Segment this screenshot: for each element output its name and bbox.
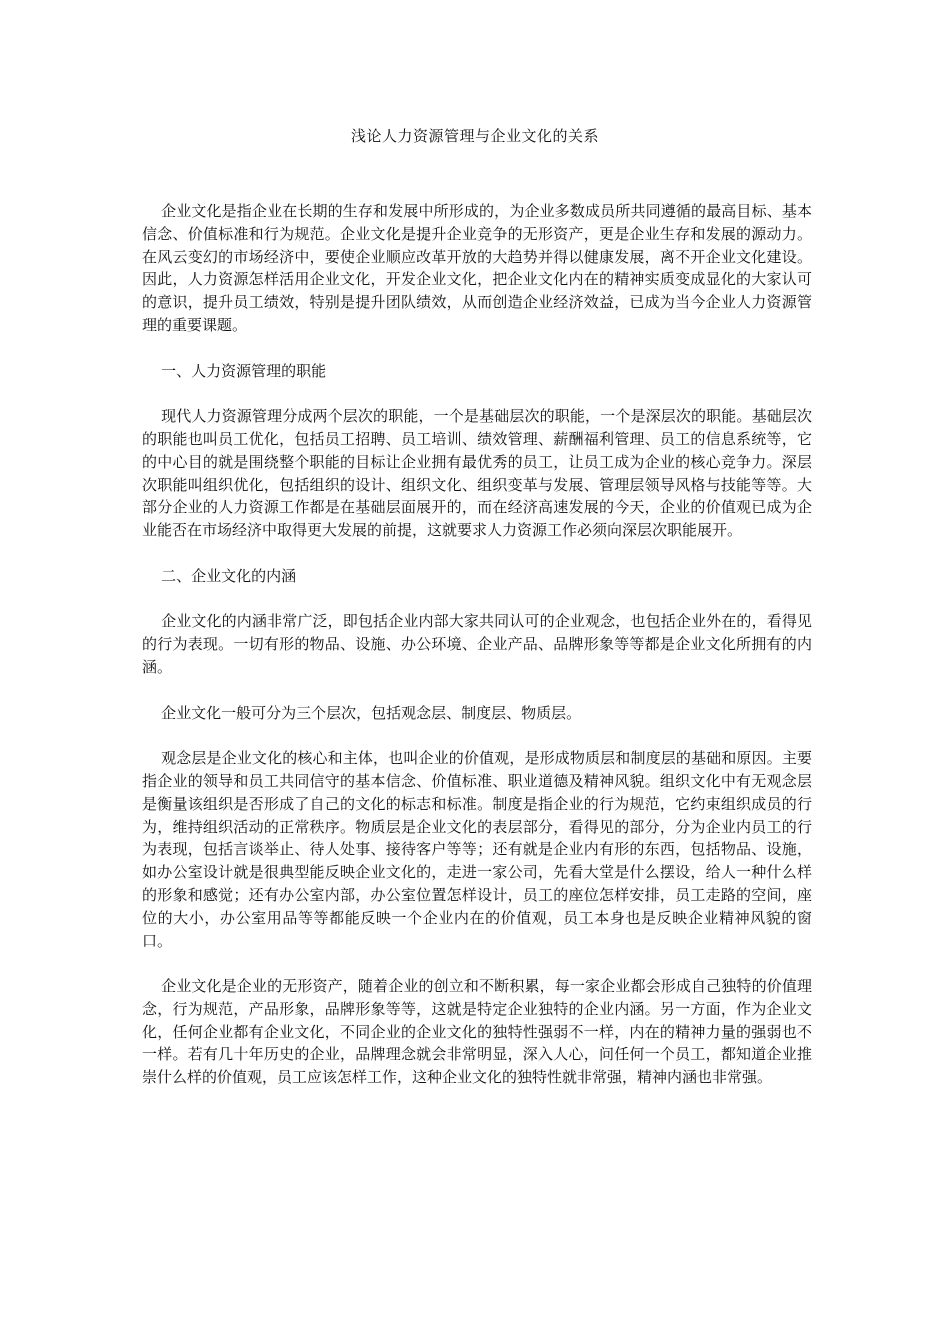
paragraph-intangible-asset: 企业文化是企业的无形资产，随着企业的创立和不断积累，每一家企业都会形成自己独特的价值理念，行为规范，产品形象，品牌形象等等，这就是特定企业独特的企业内涵。另一方面，作为企业文化，任何企业都有企业文化，不同企业的企业文化的独特性强弱不一样，内在的精神力量的强弱也不一样。若有几十年历史的企业，品牌理念就会非常明显，深入人心，问任何一个员工，都知道企业推崇什么样的价值观，员工应该怎样工作，这种企业文化的独特性就非常强，精神内涵也非常强。 xyxy=(142,977,812,1087)
section-heading-hr-functions: 一、人力资源管理的职能 xyxy=(161,361,327,380)
paragraph-culture-connotation: 企业文化的内涵非常广泛，即包括企业内部大家共同认可的企业观念，也包括企业外在的，看得见的行为表现。一切有形的物品、设施、办公环境、企业产品、品牌形象等等都是企业文化所拥有的内涵。 xyxy=(142,612,812,676)
paragraph-hr-functions: 现代人力资源管理分成两个层次的职能，一个是基础层次的职能，一个是深层次的职能。基础层次的职能也叫员工优化，包括员工招聘、员工培训、绩效管理、薪酬福利管理、员工的信息系统等，它的中心目的就是围绕整个职能的目标让企业拥有最优秀的员工，让员工成为企业的核心竞争力。深层次职能叫组织优化，包括组织的设计、组织文化、组织变革与发展、管理层领导风格与技能等等。大部分企业的人力资源工作都是在基础层面展开的，而在经济高速发展的今天，企业的价值观已成为企业能否在市场经济中取得更大发展的前提，这就要求人力资源工作必须向深层次职能展开。 xyxy=(142,407,812,540)
document-body xyxy=(142,200,812,1112)
section-heading-culture-connotation: 二、企业文化的内涵 xyxy=(161,566,297,585)
document-title: 浅论人力资源管理与企业文化的关系 xyxy=(350,127,599,145)
paragraph-three-levels: 企业文化一般可分为三个层次，包括观念层、制度层、物质层。 xyxy=(161,703,582,722)
paragraph-intro: 企业文化是指企业在长期的生存和发展中所形成的，为企业多数成员所共同遵循的最高目标、基本信念、价值标准和行为规范。企业文化是提升企业竞争的无形资产，更是企业生存和发展的源动力。在风云变幻的市场经济中，要使企业顺应改革开放的大趋势并得以健康发展，离不开企业文化建设。因此，人力资源怎样活用企业文化，开发企业文化，把企业文化内在的精神实质变成显化的大家认可的意识，提升员工绩效，特别是提升团队绩效，从而创造企业经济效益，已成为当今企业人力资源管理的重要课题。 xyxy=(142,202,812,334)
paragraph-concept-layer: 观念层是企业文化的核心和主体，也叫企业的价值观，是形成物质层和制度层的基础和原因。主要指企业的领导和员工共同信守的基本信念、价值标准、职业道德及精神风貌。组织文化中有无观念层是衡量该组织是否形成了自己的文化的标志和标准。制度是指企业的行为规范，它约束组织成员的行为，维持组织活动的正常秩序。物质层是企业文化的表层部分，看得见的部分，分为企业内员工的行为表现，包括言谈举止、待人处事、接待客户等等；还有就是企业内有形的东西，包括物品、设施，如办公室设计就是很典型能反映企业文化的，走进一家公司，先看大堂是什么摆设，给人一种什么样的形象和感觉；还有办公室内部，办公室位置怎样设计，员工的座位怎样安排，员工走路的空间，座位的大小，办公室用品等等都能反映一个企业内在的价值观，员工本身也是反映企业精神风貌的窗口。 xyxy=(142,749,812,950)
